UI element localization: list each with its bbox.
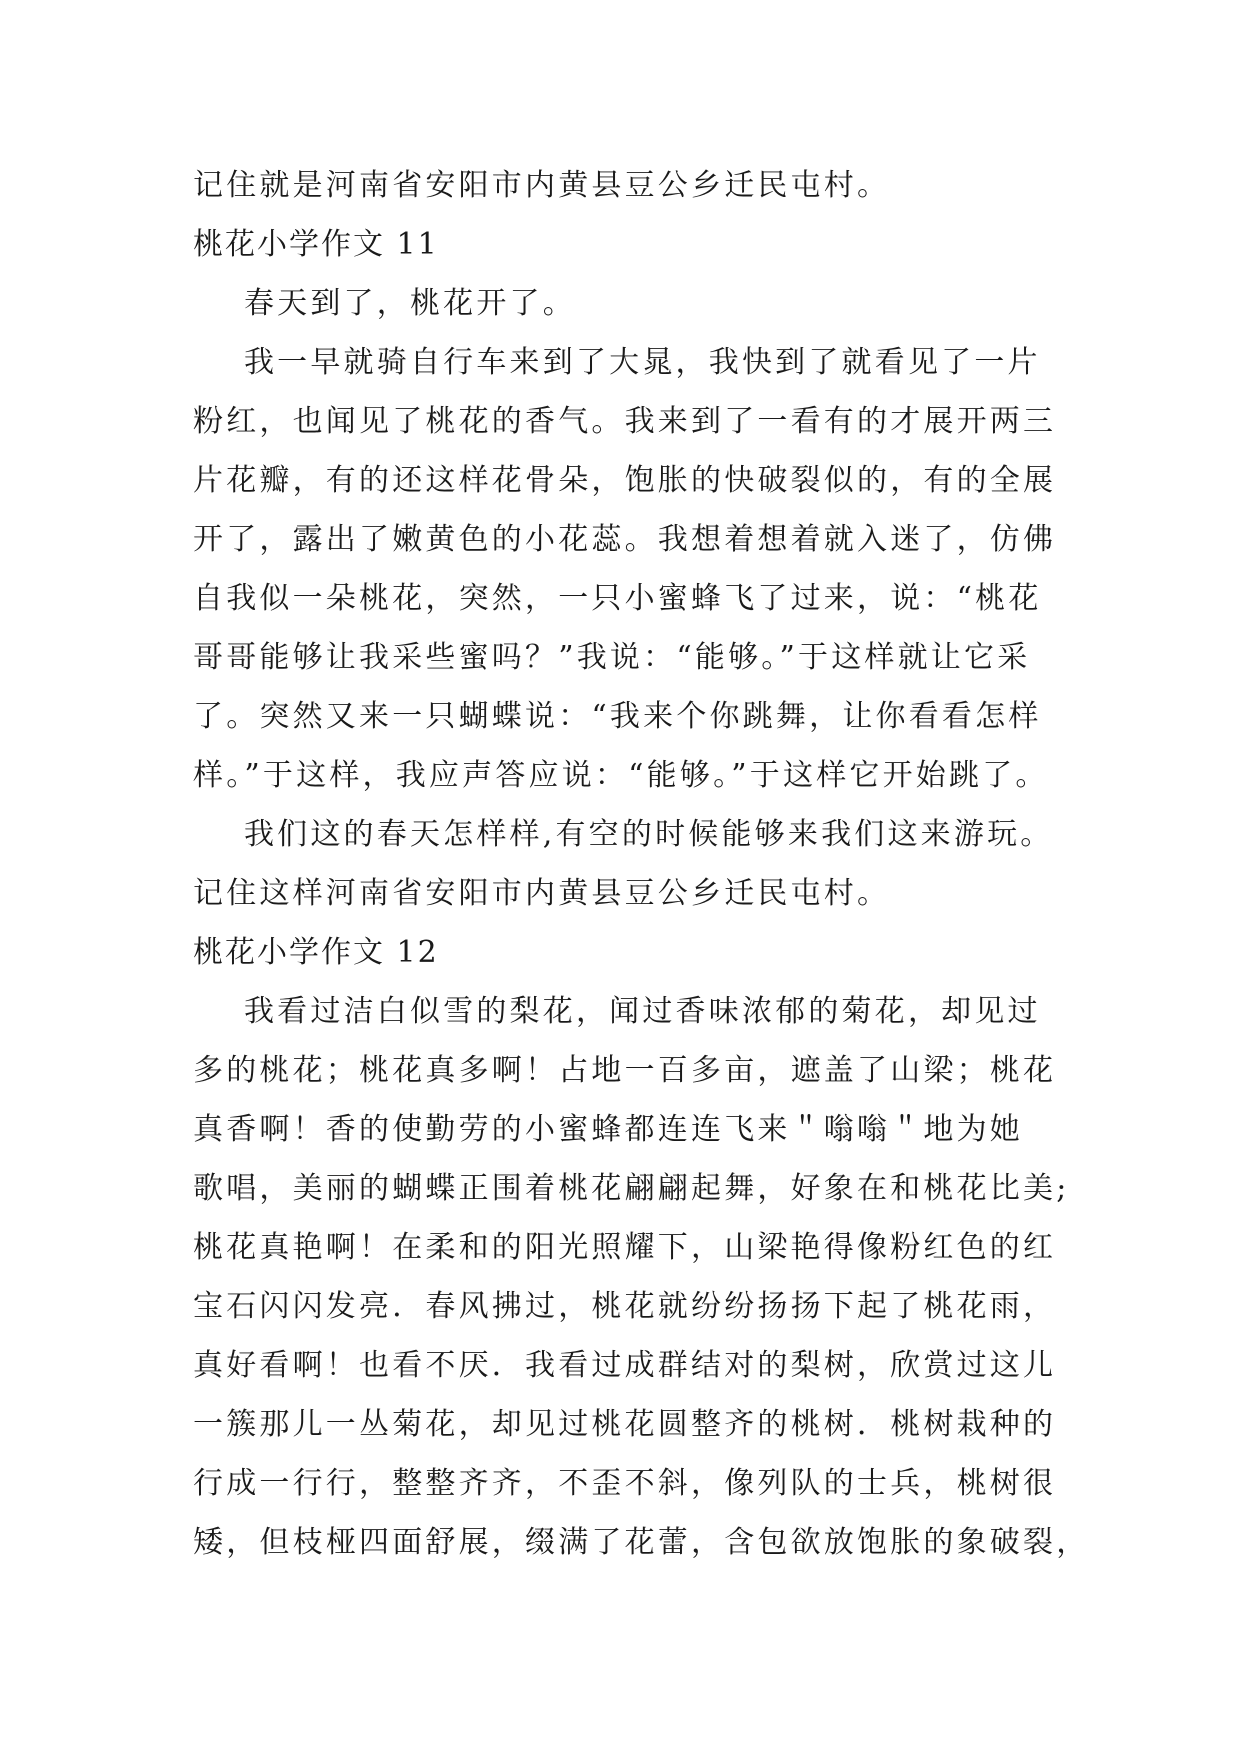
- text-line: 粉红，也闻见了桃花的香气。我来到了一看有的才展开两三: [193, 404, 1057, 439]
- section-heading: 桃花小学作文 12: [193, 935, 439, 970]
- text-line: 宝石闪闪发亮．春风拂过，桃花就纷纷扬扬下起了桃花雨，: [193, 1289, 1057, 1324]
- section-heading: 桃花小学作文 11: [193, 227, 439, 262]
- text-line: 真好看啊！也看不厌．我看过成群结对的梨树，欣赏过这儿: [193, 1348, 1057, 1383]
- text-line: 多的桃花；桃花真多啊！占地一百多亩，遮盖了山梁；桃花: [193, 1053, 1057, 1088]
- text-line: 桃花真艳啊！在柔和的阳光照耀下，山梁艳得像粉红色的红: [193, 1230, 1057, 1265]
- text-line: 歌唱，美丽的蝴蝶正围着桃花翩翩起舞，好象在和桃花比美;: [193, 1171, 1070, 1206]
- text-line: 记住这样河南省安阳市内黄县豆公乡迁民屯村。: [193, 876, 891, 911]
- text-line: 记住就是河南省安阳市内黄县豆公乡迁民屯村。: [193, 168, 891, 203]
- text-line: 片花瓣，有的还这样花骨朵，饱胀的快破裂似的，有的全展: [193, 463, 1057, 498]
- text-line: 矮，但枝桠四面舒展，缀满了花蕾，含包欲放饱胀的象破裂，: [193, 1525, 1090, 1560]
- text-line: 哥哥能够让我采些蜜吗？”我说：“能够。”于这样就让它采: [193, 640, 1031, 675]
- text-line: 了。突然又来一只蝴蝶说：“我来个你跳舞，让你看看怎样: [193, 699, 1042, 734]
- text-line: 真香啊！香的使勤劳的小蜜蜂都连连飞来＂嗡嗡＂地为她: [193, 1112, 1023, 1147]
- text-line: 开了，露出了嫩黄色的小花蕊。我想着想着就入迷了，仿佛: [193, 522, 1057, 557]
- text-line: 行成一行行，整整齐齐，不歪不斜，像列队的士兵，桃树很: [193, 1466, 1057, 1501]
- text-line: 春天到了，桃花开了。: [193, 286, 576, 321]
- text-line: 我一早就骑自行车来到了大晁，我快到了就看见了一片: [193, 345, 1041, 380]
- text-line: 我看过洁白似雪的梨花，闻过香味浓郁的菊花，却见过: [193, 994, 1041, 1029]
- text-line: 自我似一朵桃花，突然，一只小蜜蜂飞了过来，说：“桃花: [193, 581, 1042, 616]
- text-line: 一簇那儿一丛菊花，却见过桃花圆整齐的桃树．桃树栽种的: [193, 1407, 1057, 1442]
- text-line: 我们这的春天怎样样,有空的时候能够来我们这来游玩。: [193, 817, 1054, 852]
- document-body: [193, 156, 1090, 1572]
- text-line: 样。”于这样，我应声答应说：“能够。”于这样它开始跳了。: [193, 758, 1049, 793]
